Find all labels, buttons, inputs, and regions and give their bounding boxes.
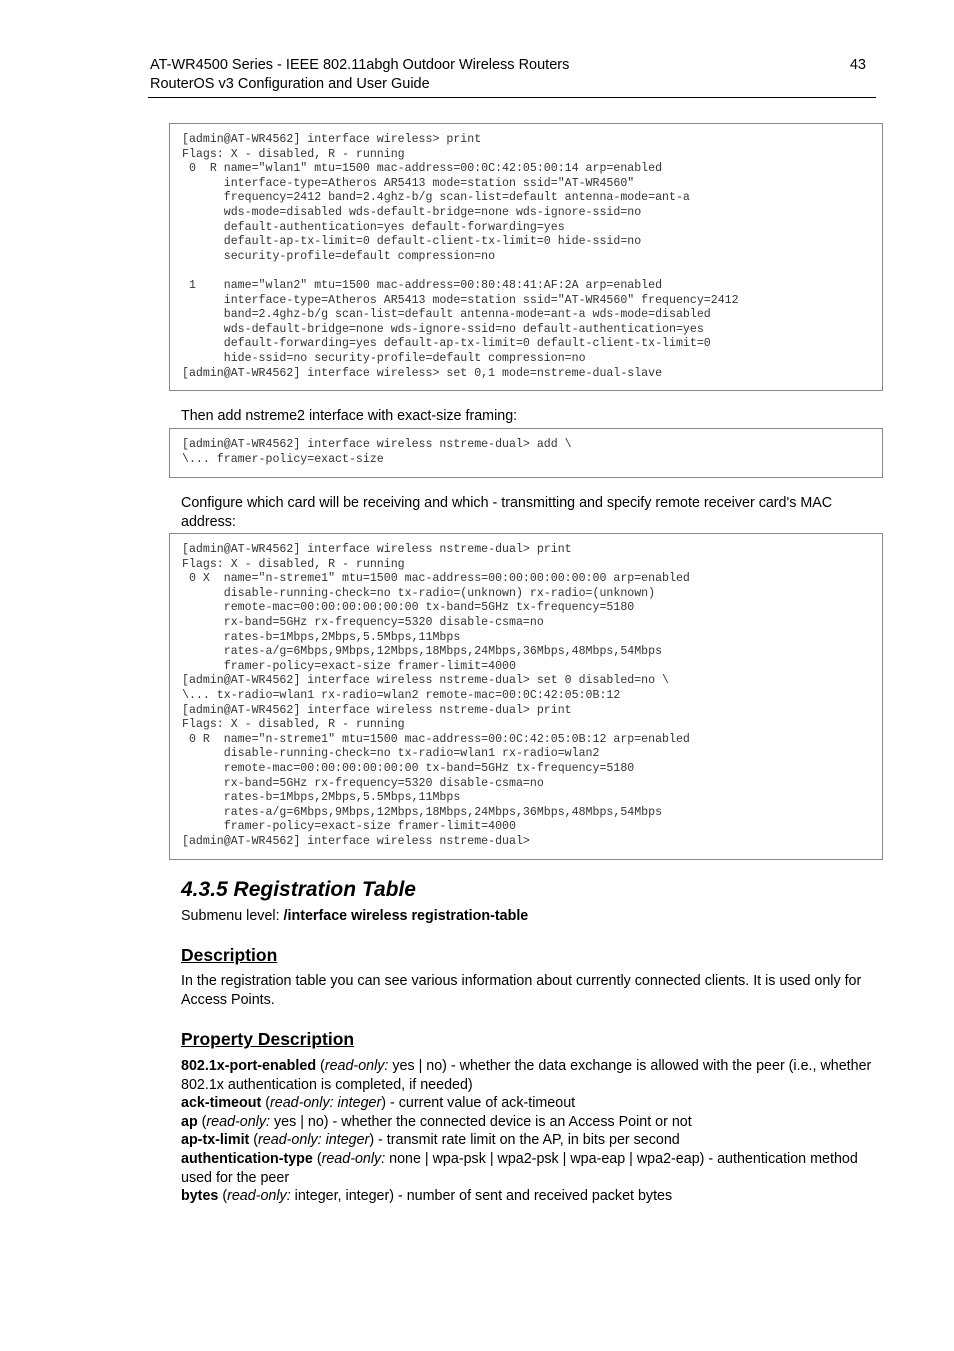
code-block-print-wireless (169, 123, 883, 391)
code-line: \... tx-radio=wlan1 rx-radio=wlan2 remote-mac=00:0C:42:05:0B:12 (182, 688, 621, 702)
code-line: framer-policy=exact-size framer-limit=4000 (182, 820, 516, 834)
property-item (181, 1094, 876, 1113)
submenu-prefix: Submenu level: (181, 908, 284, 924)
property-name: ap (181, 1113, 198, 1130)
code-line: rx-band=5GHz rx-frequency=5320 disable-csma=no (182, 776, 544, 790)
code-line: [admin@AT-WR4562] interface wireless> print (182, 133, 482, 146)
code-line: framer-policy=exact-size framer-limit=4000 (182, 659, 516, 673)
property-type: read-only: (227, 1188, 291, 1205)
running-header (150, 56, 569, 94)
code-line: [admin@AT-WR4562] interface wireless nstreme-dual> (182, 834, 530, 848)
code-line: [admin@AT-WR4562] interface wireless nstreme-dual> print (182, 703, 572, 717)
property-open: ( (261, 1095, 270, 1112)
property-open: ( (197, 1113, 207, 1130)
code-line: rates-a/g=6Mbps,9Mbps,12Mbps,18Mbps,24Mbps,36Mbps,48Mbps,54Mbps (182, 805, 663, 819)
property-open: ( (218, 1188, 228, 1205)
property-name: bytes (181, 1188, 219, 1205)
paragraph-add-nstreme: Then add nstreme2 interface with exact-size framing: (181, 408, 518, 424)
code-line: default-authentication=yes default-forwarding=yes (182, 220, 565, 234)
code-line: security-profile=default compression=no (182, 249, 496, 263)
property-type: read-only: integer (269, 1095, 382, 1112)
code-line: rates-a/g=6Mbps,9Mbps,12Mbps,18Mbps,24Mbps,36Mbps,48Mbps,54Mbps (182, 645, 663, 659)
property-type: read-only: integer (258, 1132, 370, 1149)
submenu-path: /interface wireless registration-table (283, 908, 529, 924)
property-name: ack-timeout (181, 1095, 262, 1112)
code-line: 0 R name="wlan1" mtu=1500 mac-address=00:0C:42:05:00:14 arp=enabled (182, 162, 663, 176)
code-line: Flags: X - disabled, R - running (182, 718, 405, 732)
property-list (181, 1057, 876, 1206)
property-type: read-only: (321, 1150, 386, 1167)
code-line: [admin@AT-WR4562] interface wireless nstreme-dual> set 0 disabled=no \ (182, 674, 670, 688)
code-line: interface-type=Atheros AR5413 mode=station ssid="AT-WR4560" (182, 176, 635, 190)
property-item (181, 1131, 876, 1150)
property-name: ap-tx-limit (181, 1132, 250, 1149)
description-text: In the registration table you can see various information about currently connected clients. It is used only for Access Points. (181, 973, 862, 1008)
code-line: band=2.4ghz-b/g scan-list=default antenna-mode=ant-a wds-mode=disabled (182, 308, 711, 322)
code-line: Flags: X - disabled, R - running (182, 147, 405, 161)
property-open: ( (312, 1150, 322, 1167)
property-desc: ) - authentication method used for the peer (181, 1150, 858, 1186)
code-line: \... framer-policy=exact-size (182, 452, 384, 466)
property-type: read-only: (324, 1058, 389, 1074)
property-item (181, 1150, 876, 1187)
property-desc: ) - whether the data exchange is allowed with the peer (i.e., whether 802.1x authentication is completed, if needed) (181, 1058, 872, 1093)
property-item (181, 1113, 876, 1132)
property-type: read-only: (206, 1113, 270, 1130)
property-desc: ) - current value of ack-timeout (381, 1095, 576, 1112)
code-line: rates-b=1Mbps,2Mbps,5.5Mbps,11Mbps (182, 630, 461, 644)
header-title-line1: AT-WR4500 Series - IEEE 802.11abgh Outdoor Wireless Routers (150, 57, 570, 73)
property-description-heading: Property Description (181, 1029, 355, 1049)
section-heading: 4.3.5 Registration Table (181, 878, 416, 901)
property-desc: ) - transmit rate limit on the AP, in bits per second (369, 1132, 680, 1149)
code-line: wds-mode=disabled wds-default-bridge=none wds-ignore-ssid=no (182, 205, 642, 219)
code-line: default-ap-tx-limit=0 default-client-tx-limit=0 hide-ssid=no (182, 235, 642, 249)
property-values: yes | no (270, 1113, 324, 1130)
property-values: none | wpa-psk | wpa2-psk | wpa-eap | wpa2-eap (385, 1150, 700, 1167)
code-line: default-forwarding=yes default-ap-tx-limit=0 default-client-tx-limit=0 (182, 337, 711, 351)
property-values: yes | no (388, 1058, 443, 1074)
code-line: [admin@AT-WR4562] interface wireless nstreme-dual> print (182, 543, 572, 556)
code-line: [admin@AT-WR4562] interface wireless> set 0,1 mode=nstreme-dual-slave (182, 366, 663, 380)
code-line: disable-running-check=no tx-radio=(unknown) rx-radio=(unknown) (182, 586, 656, 600)
code-line: hide-ssid=no security-profile=default compression=no (182, 351, 586, 365)
header-title-line2: RouterOS v3 Configuration and User Guide (150, 76, 430, 92)
code-line: 0 R name="n-streme1" mtu=1500 mac-address=00:0C:42:05:0B:12 arp=enabled (182, 732, 690, 746)
code-line: remote-mac=00:00:00:00:00:00 tx-band=5GHz tx-frequency=5180 (182, 601, 635, 615)
property-item (181, 1057, 876, 1094)
code-line: disable-running-check=no tx-radio=wlan1 rx-radio=wlan2 (182, 747, 600, 761)
property-open: ( (249, 1132, 259, 1149)
header-rule (148, 97, 876, 98)
property-desc: ) - number of sent and received packet bytes (389, 1188, 673, 1205)
code-line: 1 name="wlan2" mtu=1500 mac-address=00:80:48:41:AF:2A arp=enabled (182, 278, 663, 292)
code-line (182, 264, 870, 279)
property-item (181, 1187, 876, 1206)
code-block-add-nstreme (169, 428, 883, 478)
description-heading: Description (181, 945, 278, 965)
code-line: rates-b=1Mbps,2Mbps,5.5Mbps,11Mbps (182, 791, 461, 805)
code-line: [admin@AT-WR4562] interface wireless nstreme-dual> add \ (182, 438, 572, 451)
code-line: frequency=2412 band=2.4ghz-b/g scan-list=default antenna-mode=ant-a (182, 191, 690, 205)
code-line: rx-band=5GHz rx-frequency=5320 disable-csma=no (182, 615, 544, 629)
property-values: integer, integer (290, 1188, 390, 1205)
property-desc: ) - whether the connected device is an Access Point or not (323, 1113, 692, 1130)
code-line: Flags: X - disabled, R - running (182, 557, 405, 571)
property-open: ( (316, 1058, 325, 1074)
code-line: remote-mac=00:00:00:00:00:00 tx-band=5GHz tx-frequency=5180 (182, 761, 635, 775)
code-line: interface-type=Atheros AR5413 mode=station ssid="AT-WR4560" frequency=2412 (182, 293, 739, 307)
paragraph-configure-cards: Configure which card will be receiving and which - transmitting and specify remote receiver card's MAC address: (181, 495, 833, 530)
submenu-level (181, 907, 876, 926)
code-block-nstreme-dual (169, 533, 883, 860)
page-number: 43 (849, 57, 866, 73)
code-line: 0 X name="n-streme1" mtu=1500 mac-address=00:00:00:00:00:00 arp=enabled (182, 572, 690, 586)
property-name: 802.1x-port-enabled (181, 1058, 317, 1074)
property-name: authentication-type (181, 1150, 313, 1167)
code-line: wds-default-bridge=none wds-ignore-ssid=no default-authentication=yes (182, 322, 704, 336)
